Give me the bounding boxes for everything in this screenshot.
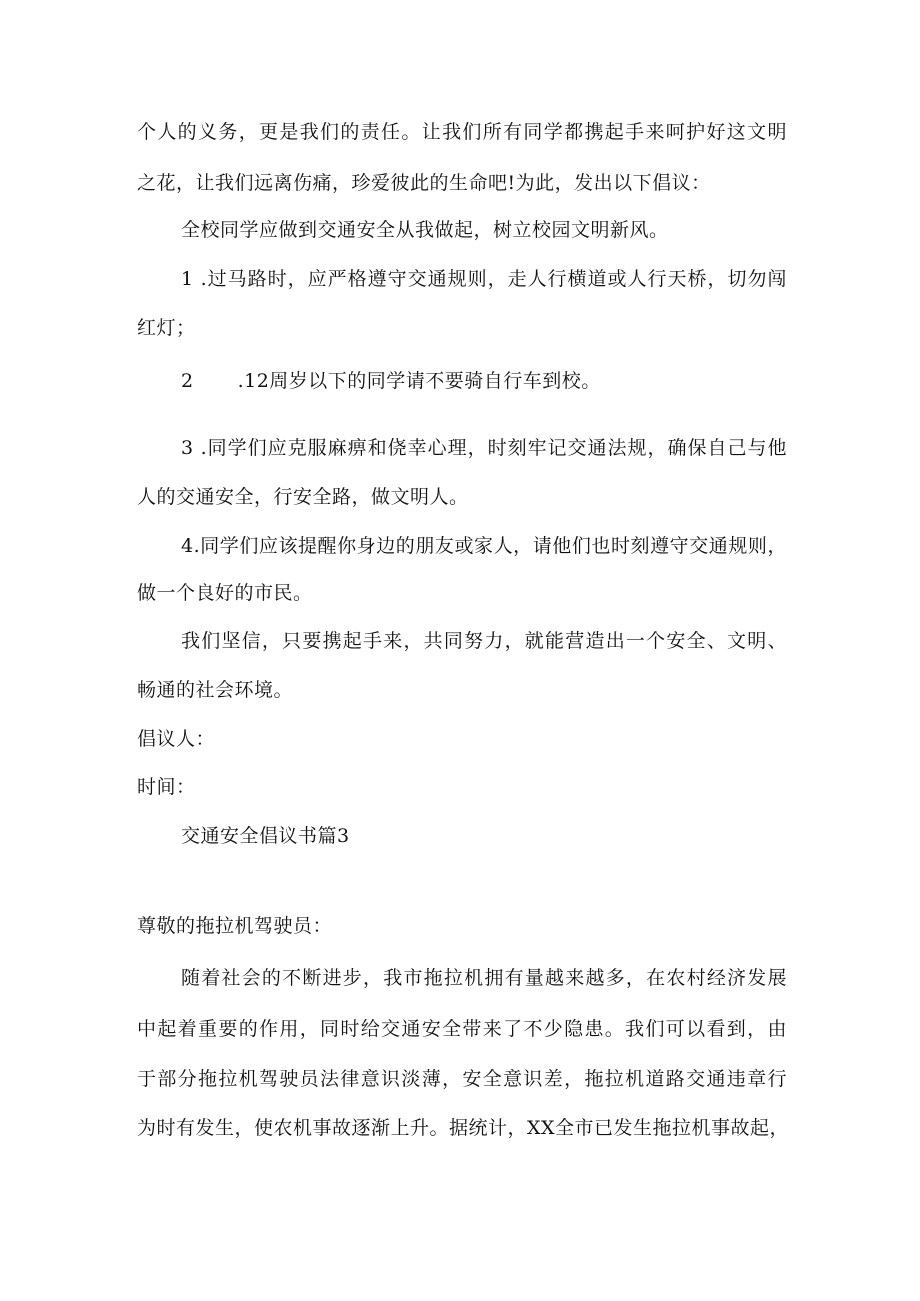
paragraph-line: 随着社会的不断进步，我市拖拉机拥有量越来越多，在农村经济发展	[181, 967, 787, 989]
paragraph-line: 全校同学应做到交通安全从我做起，树立校园文明新风。	[181, 219, 669, 241]
paragraph-line: 为时有发生，使农机事故逐渐上升。据统计，XX全市已发生拖拉机事故起，	[137, 1117, 790, 1139]
list-item-2-text: .12周岁以下的同学请不要骑自行车到校。	[237, 370, 601, 392]
paragraph-line: 个人的义务，更是我们的责任。让我们所有同学都携起手来呵护好这文明	[137, 121, 787, 143]
paragraph-line: 之花，让我们远离伤痛，珍爱彼此的生命吧!为此，发出以下倡议：	[137, 172, 711, 194]
list-item-2	[181, 368, 601, 394]
paragraph-line: 畅通的社会环境。	[137, 679, 294, 701]
list-item-3-line: 3 .同学们应克服麻痹和侥幸心理，时刻牢记交通法规，确保自己与他	[181, 437, 787, 459]
list-item-3-line: 人的交通安全，行安全路，做文明人。	[137, 486, 469, 508]
list-item-2-number: 2	[181, 370, 194, 392]
paragraph-line: 中起着重要的作用，同时给交通安全带来了不少隐患。我们可以看到，由	[137, 1018, 787, 1040]
list-item-4-line: 4.同学们应该提醒你身边的朋友或家人，请他们也时刻遵守交通规则，	[181, 535, 787, 557]
salutation: 尊敬的拖拉机驾驶员：	[137, 915, 333, 937]
section-title: 交通安全倡议书篇3	[181, 825, 350, 847]
paragraph-line: 于部分拖拉机驾驶员法律意识淡薄，安全意识差，拖拉机道路交通违章行	[137, 1068, 787, 1090]
time-label: 时间：	[137, 776, 196, 798]
paragraph-line: 我们坚信，只要携起手来，共同努力，就能营造出一个安全、文明、	[181, 630, 787, 652]
proposer-label: 倡议人：	[137, 728, 216, 750]
list-item-4-line: 做一个良好的市民。	[137, 582, 313, 604]
list-item-1-line: 1 .过马路时，应严格遵守交通规则，走人行横道或人行天桥，切勿闯	[181, 268, 787, 290]
list-item-1-line: 红灯；	[137, 317, 196, 339]
